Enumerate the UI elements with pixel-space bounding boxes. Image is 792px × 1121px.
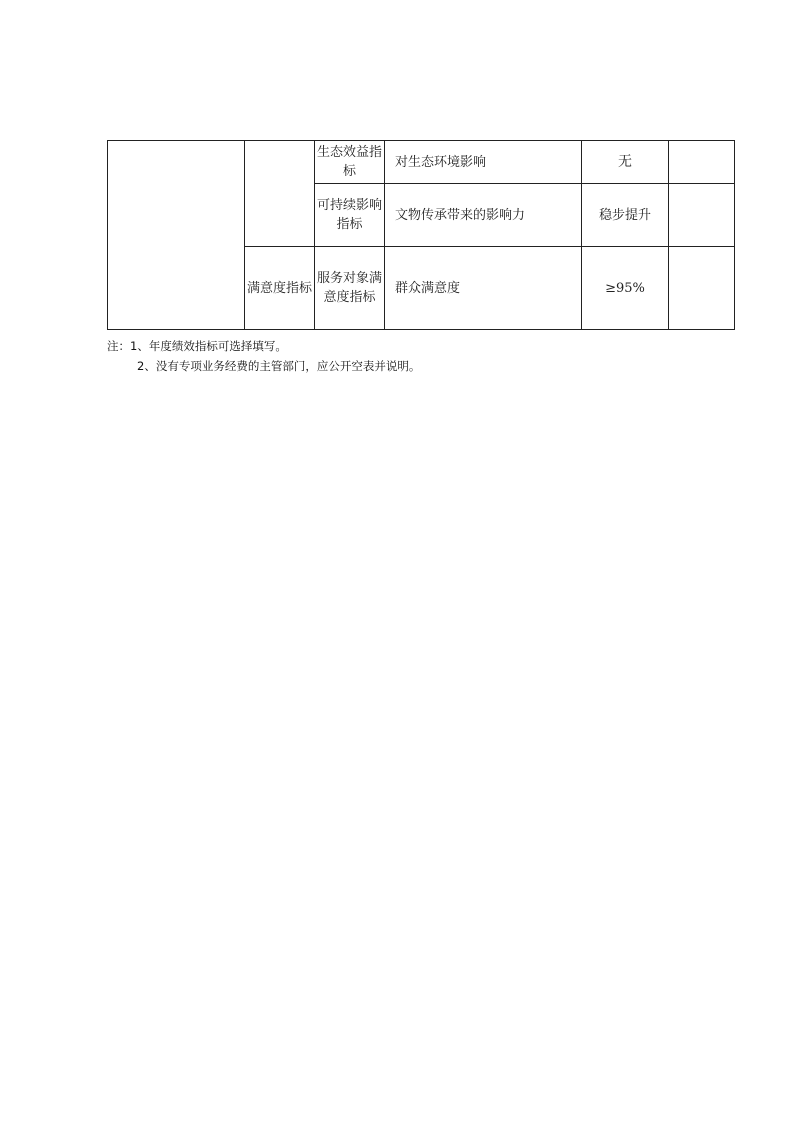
remark-cell bbox=[669, 247, 735, 330]
indicator-name-cell: 群众满意度 bbox=[385, 247, 582, 330]
table-row bbox=[108, 141, 735, 184]
level2-indicator-cell: 满意度指标 bbox=[245, 247, 315, 330]
level2-indicator-cell bbox=[245, 141, 315, 247]
target-value-cell: 稳步提升 bbox=[582, 184, 669, 247]
target-value-cell: ≥95% bbox=[582, 247, 669, 330]
indicator-name-cell: 对生态环境影响 bbox=[385, 141, 582, 184]
level1-indicator-cell bbox=[108, 141, 245, 330]
level3-indicator-cell: 服务对象满意度指标 bbox=[315, 247, 385, 330]
remark-cell bbox=[669, 141, 735, 184]
level3-indicator-cell: 生态效益指标 bbox=[315, 141, 385, 184]
level3-indicator-cell: 可持续影响指标 bbox=[315, 184, 385, 247]
performance-indicator-table bbox=[107, 140, 735, 330]
indicator-name-cell: 文物传承带来的影响力 bbox=[385, 184, 582, 247]
note-2: 2、没有专项业务经费的主管部门，应公开空表并说明。 bbox=[137, 359, 421, 373]
table-notes bbox=[107, 336, 420, 376]
remark-cell bbox=[669, 184, 735, 247]
target-value-cell: 无 bbox=[582, 141, 669, 184]
note-1: 注：1、年度绩效指标可选择填写。 bbox=[107, 339, 287, 353]
